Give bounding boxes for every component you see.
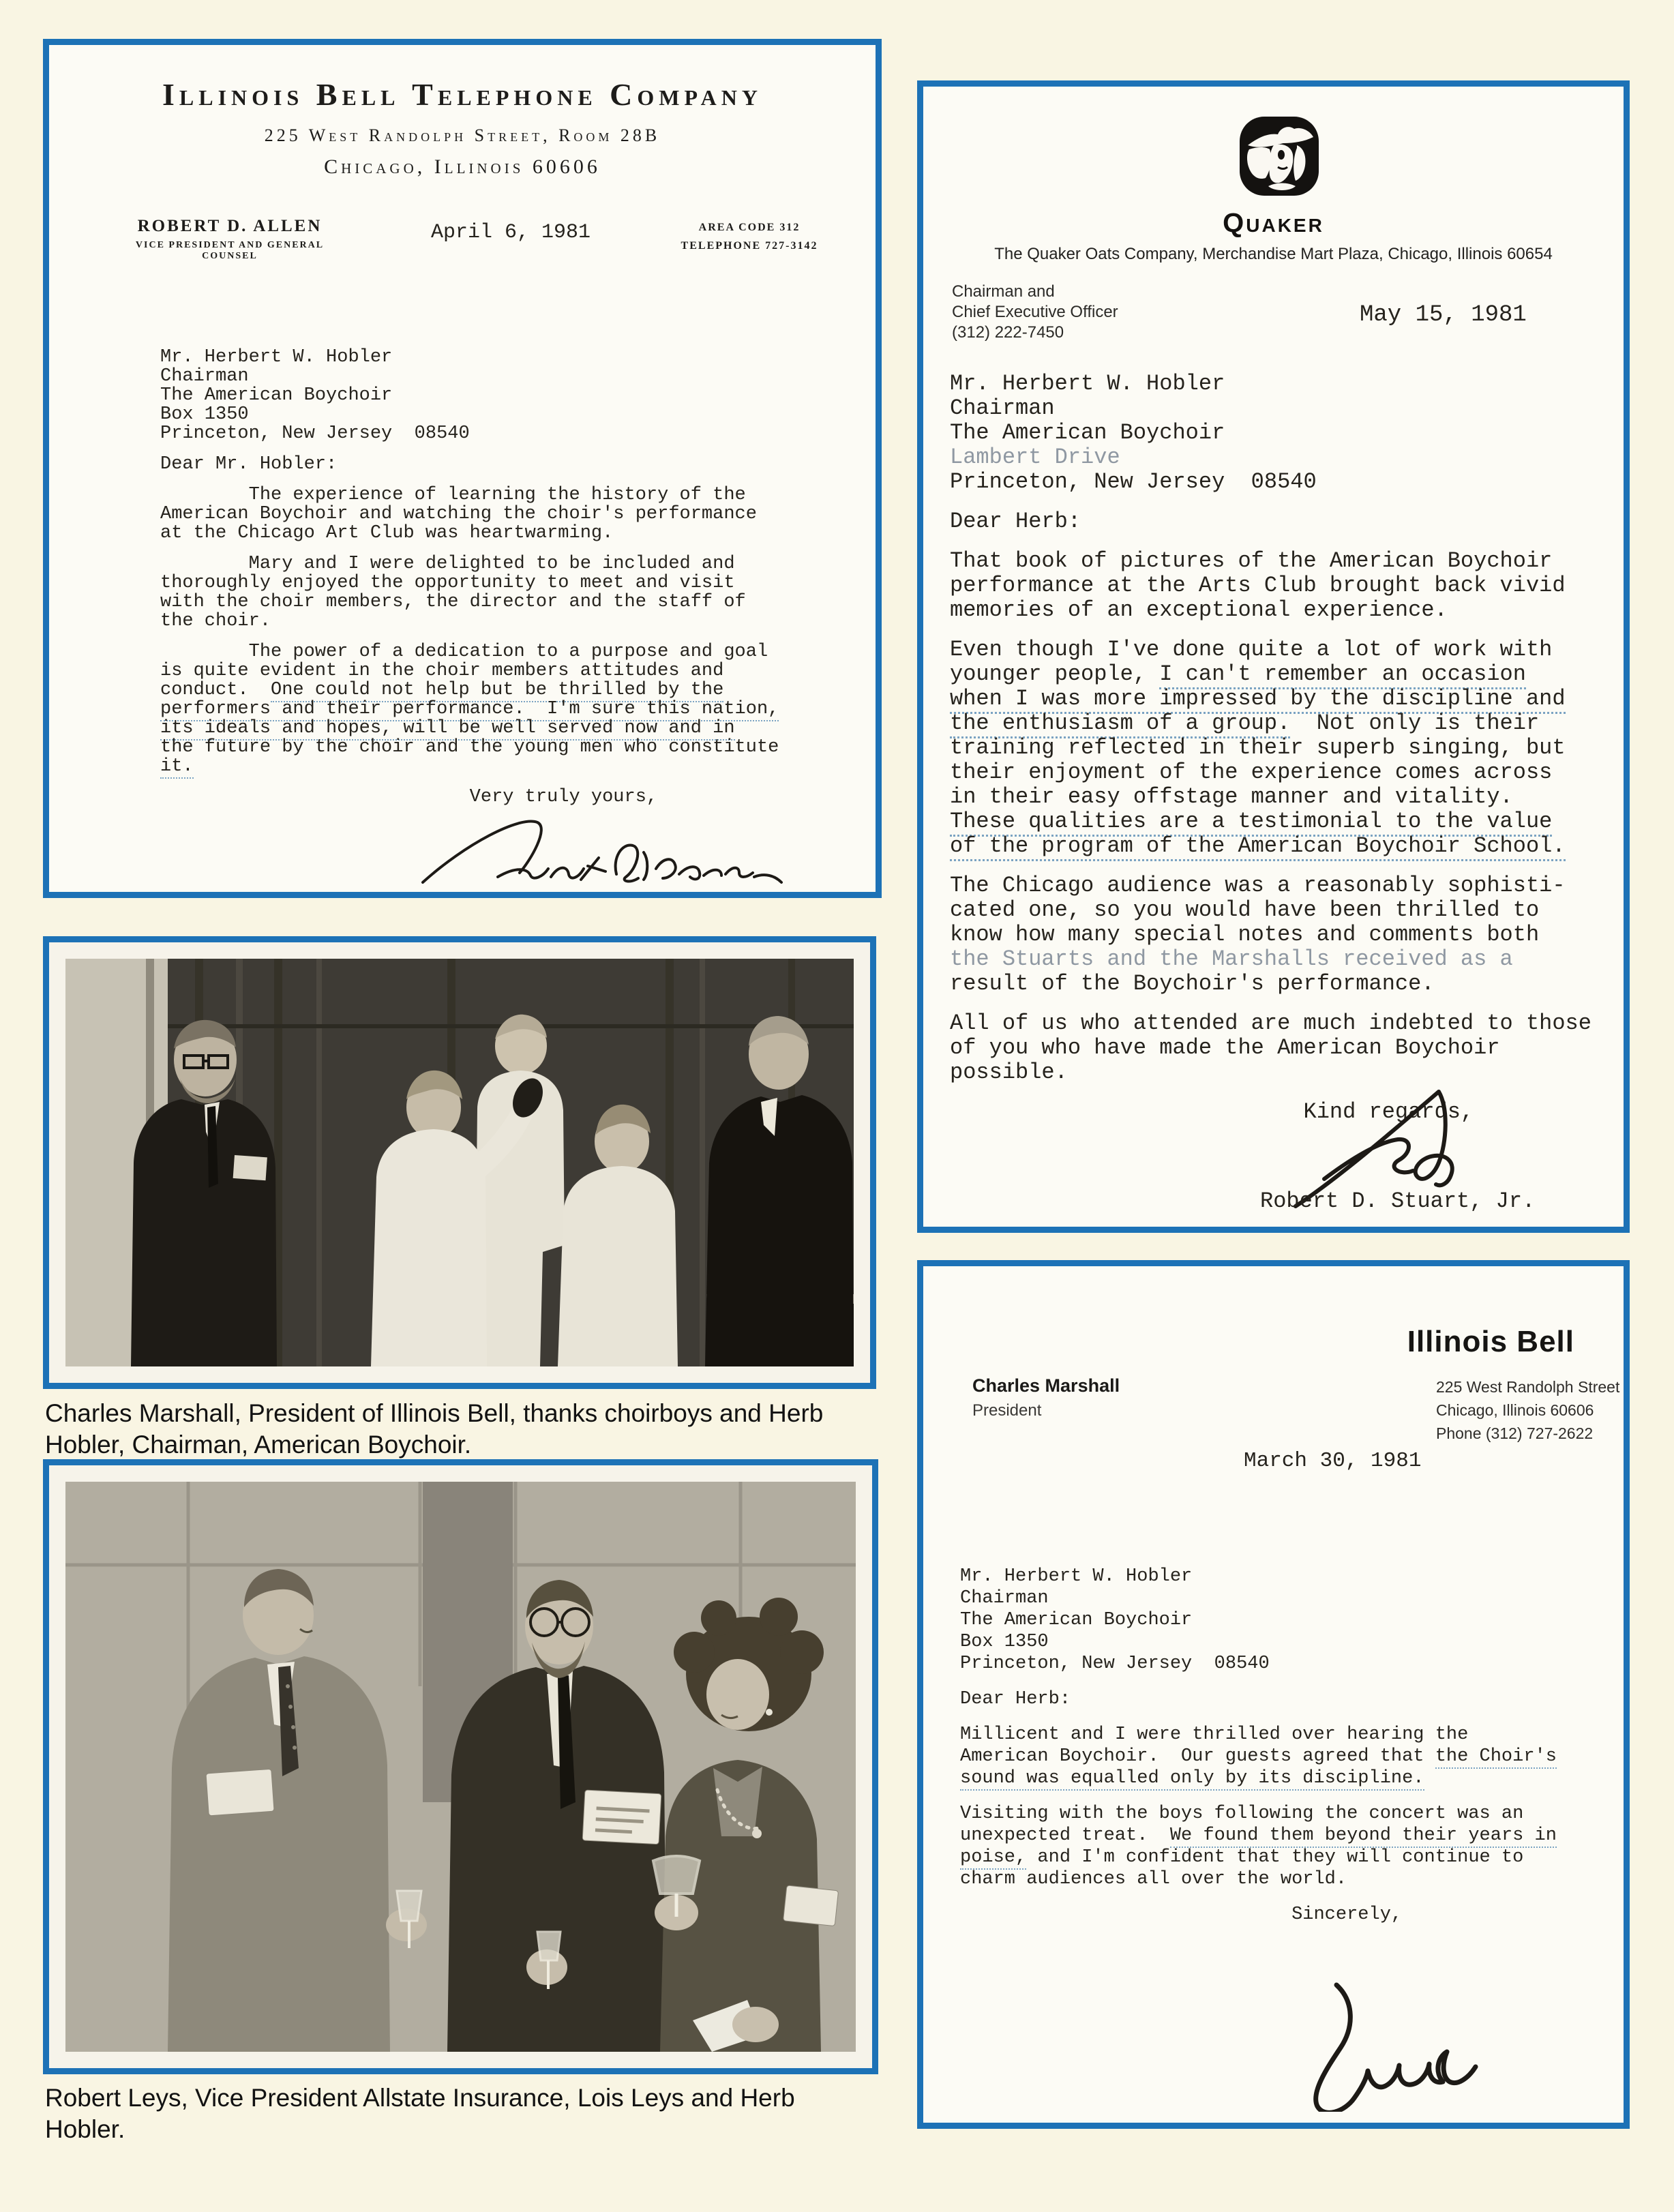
- address-line: Phone (312) 727-2622: [1436, 1424, 1594, 1442]
- photo-frame: [49, 942, 870, 1383]
- letter-date: March 30, 1981: [1244, 1449, 1422, 1473]
- letter-body: Mr. Herbert W. Hobler Chairman The American Boychoir Lambert Drive Princeton, New Jersey 08540 Dear Herb: That book of pictures of the American Boychoir performance at the Arts Club brought back vivid memories of an exceptional experience. Even though I've done quite a lot of work with younger people, I can't remember an occasion when I was more impressed by the discipline and the enthusiasm of a group. Not only is their training reflected in their superb singing, but their enjoyment of the experience comes across in their easy offstage manner and vitality. These qualities are a testimonial to the value of the program of the American Boychoir School. The Chicago audience was a reasonably sophisti- cated one, so you would have been thrilled to know how many special notes and comments both the Stuarts and the Marshalls received as a result of the Boychoir's performance. All of us who attended are much indebted to those of you who have made the American Boychoir possible. Kind regards,: [950, 371, 1591, 1124]
- letter-body: Mr. Herbert W. Hobler Chairman The American Boychoir Box 1350 Princeton, New Jersey 08540 Dear Mr. Hobler: The experience of learning the history of the American Boychoir and watching the choir's performance at the Chicago Art Club was heartwarming. Mary and I were delighted to be included and thoroughly enjoyed the opportunity to meet and visit with the choir members, the director and the staff of the choir. The power of a dedication to a purpose and goal is quite evident in the choir members attitudes and conduct. One could not help but be thrilled by the performers and their performance. I'm sure this nation, its ideals and hopes, will be well served now and in the future by the choir and the young men who constitute it. Very truly yours,: [160, 347, 779, 807]
- signature-chuck: [1271, 1975, 1503, 2112]
- officer-line: Chief Executive Officer: [952, 303, 1118, 321]
- letterhead-address-block: [1436, 1375, 1619, 1445]
- woman-right-lois-leys: [653, 1598, 839, 2052]
- photo-caption-1: Charles Marshall, President of Illinois Bell, thanks choirboys and Herb Hobler, Chairman, American Boychoir.: [45, 1399, 824, 1459]
- letter-illinois-bell-counsel: [43, 39, 882, 898]
- photo-caption-2: Robert Leys, Vice President Allstate Insurance, Lois Leys and Herb Hobler.: [45, 2084, 795, 2143]
- letter-date: April 6, 1981: [431, 221, 591, 244]
- quaker-wordmark: Quaker: [1223, 208, 1324, 238]
- letter-body: Mr. Herbert W. Hobler Chairman The American Boychoir Box 1350 Princeton, New Jersey 08540 Dear Herb: Millicent and I were thrilled over hearing the American Boychoir. Our guests agreed that the Choir's sound was equalled only by its discipline. Visiting with the boys following the concert was an unexpected treat. We found them beyond their years in poise, and I'm confident that they will continue to charm audiences all over the world. Sincerely,: [960, 1566, 1557, 1925]
- officer-name: Charles Marshall: [972, 1375, 1120, 1396]
- officer-name: ROBERT D. ALLEN: [137, 217, 323, 235]
- quaker-company-line: The Quaker Oats Company, Merchandise Mart Plaza, Chicago, Illinois 60654: [994, 245, 1553, 263]
- address-line: 225 West Randolph Street: [1436, 1378, 1620, 1396]
- letterhead-officer-block: [114, 217, 346, 262]
- letter-date: May 15, 1981: [1360, 302, 1527, 328]
- illinois-bell-wordmark: Illinois Bell: [1407, 1325, 1574, 1358]
- photo-marshall-thanks-choirboys: [43, 936, 876, 1389]
- photo-frame: [49, 1465, 872, 2068]
- area-code: AREA CODE 312: [698, 222, 801, 233]
- letter-illinois-bell-president: [917, 1260, 1630, 2129]
- address-line: Chicago, Illinois 60606: [1436, 1401, 1594, 1419]
- telephone-number: TELEPHONE 727-3142: [681, 240, 818, 252]
- quaker-logo: [1238, 114, 1320, 203]
- photo-choirboys-scene: [65, 959, 854, 1366]
- officer-title: VICE PRESIDENT AND GENERAL COUNSEL: [135, 240, 325, 261]
- letterhead-city: Chicago, Illinois 60606: [324, 155, 601, 178]
- photo-leys-reception: [43, 1459, 878, 2074]
- officer-line: Chairman and: [952, 282, 1055, 301]
- quaker-officer-block: [952, 282, 1118, 343]
- letter-quaker-oats: [917, 80, 1630, 1233]
- signature-robert-d-allen: [417, 809, 786, 891]
- letterhead-street: 225 West Randolph Street, Room 28B: [264, 125, 661, 145]
- letterhead-phone-block: [661, 218, 838, 255]
- officer-title: President: [972, 1401, 1042, 1420]
- closing-name: Robert D. Stuart, Jr.: [1260, 1189, 1536, 1214]
- photo-reception-scene: [65, 1482, 856, 2052]
- officer-line: (312) 222-7450: [952, 323, 1064, 342]
- letterhead-company-name: Illinois Bell Telephone Company: [162, 77, 762, 112]
